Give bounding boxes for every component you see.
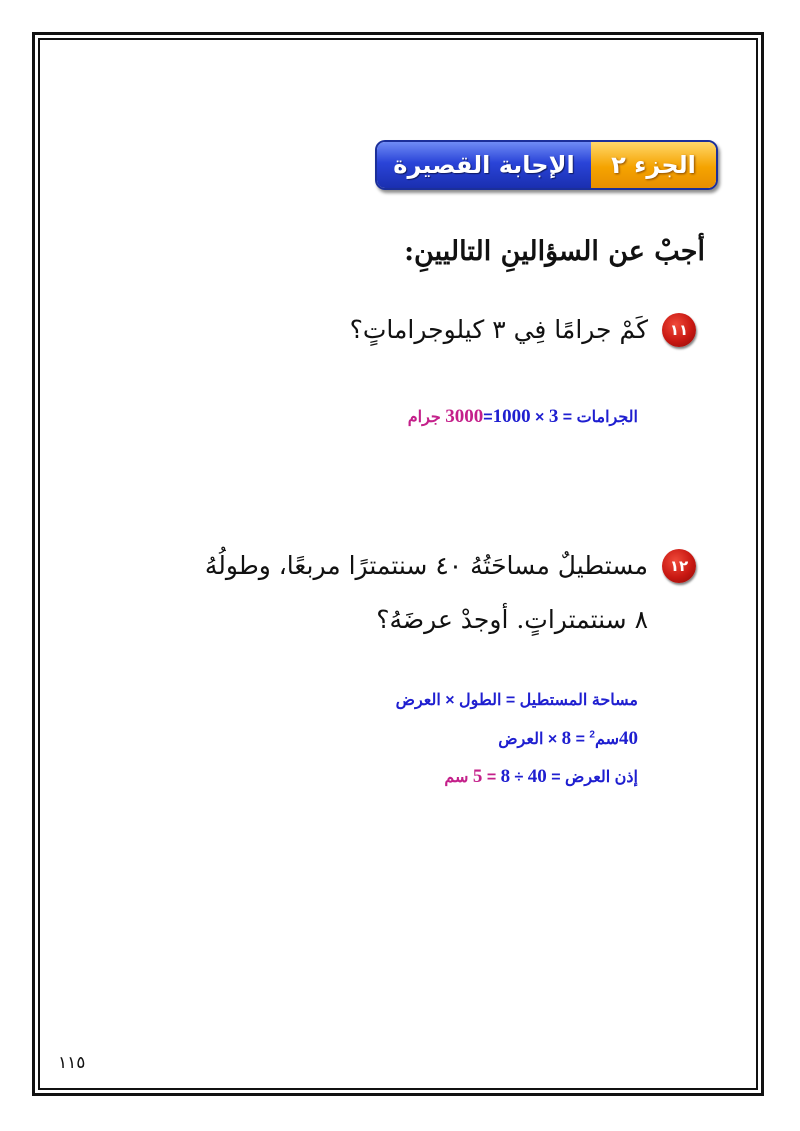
answer-12-eq: =	[571, 731, 590, 748]
answer-11-unit: جرام	[407, 409, 446, 426]
answer-12-result-label: إذن العرض =	[546, 769, 638, 786]
answer-11-eq: =	[483, 409, 493, 426]
instructions-heading: أجبْ عن السؤالينِ التاليينِ:	[404, 236, 705, 267]
question-12-badge: ١٢	[662, 549, 696, 583]
answer-11-n2: 1000	[492, 406, 531, 427]
answer-12-line-2	[498, 728, 638, 750]
answer-12-result-value: 5	[472, 766, 483, 787]
answer-12-exponent: 2	[589, 729, 595, 741]
answer-12-width-term: × العرض	[498, 731, 562, 748]
answer-12-result-unit: سم	[444, 769, 473, 786]
question-11-text: كَمْ جرامًا فِي ٣ كيلوجراماتٍ؟	[349, 315, 648, 344]
answer-11-label: الجرامات =	[558, 409, 638, 426]
answer-12-dividend: 40	[527, 766, 547, 787]
answer-12-area-value: 40	[619, 728, 638, 749]
question-12-line-2: ٨ سنتمتراتٍ. أوجدْ عرضَهُ؟	[376, 605, 648, 634]
answer-12-divisor: 8	[500, 766, 511, 787]
section-banner	[375, 140, 718, 190]
answer-12-area-unit: سم	[594, 731, 619, 748]
page-number: ١١٥	[58, 1053, 86, 1073]
question-11-badge: ١١	[662, 313, 696, 347]
answer-12-line-3	[444, 766, 638, 788]
answer-11-op: ×	[530, 409, 549, 426]
answer-11-result: 3000	[445, 406, 484, 427]
answer-12-div-op: ÷	[510, 769, 528, 786]
banner-part-label: الجزء ٢	[591, 142, 716, 188]
answer-11	[408, 406, 638, 428]
question-12-line-1: مستطيلٌ مساحَتُهُ ٤٠ سنتمترًا مربعًا، وطولُهُ	[204, 551, 648, 580]
answer-12-length-value: 8	[561, 728, 572, 749]
banner-title: الإجابة القصيرة	[377, 142, 591, 188]
answer-11-n1: 3	[548, 406, 559, 427]
answer-12-result-eq: =	[482, 769, 501, 786]
answer-12-line-1: مساحة المستطيل = الطول × العرض	[395, 692, 638, 709]
